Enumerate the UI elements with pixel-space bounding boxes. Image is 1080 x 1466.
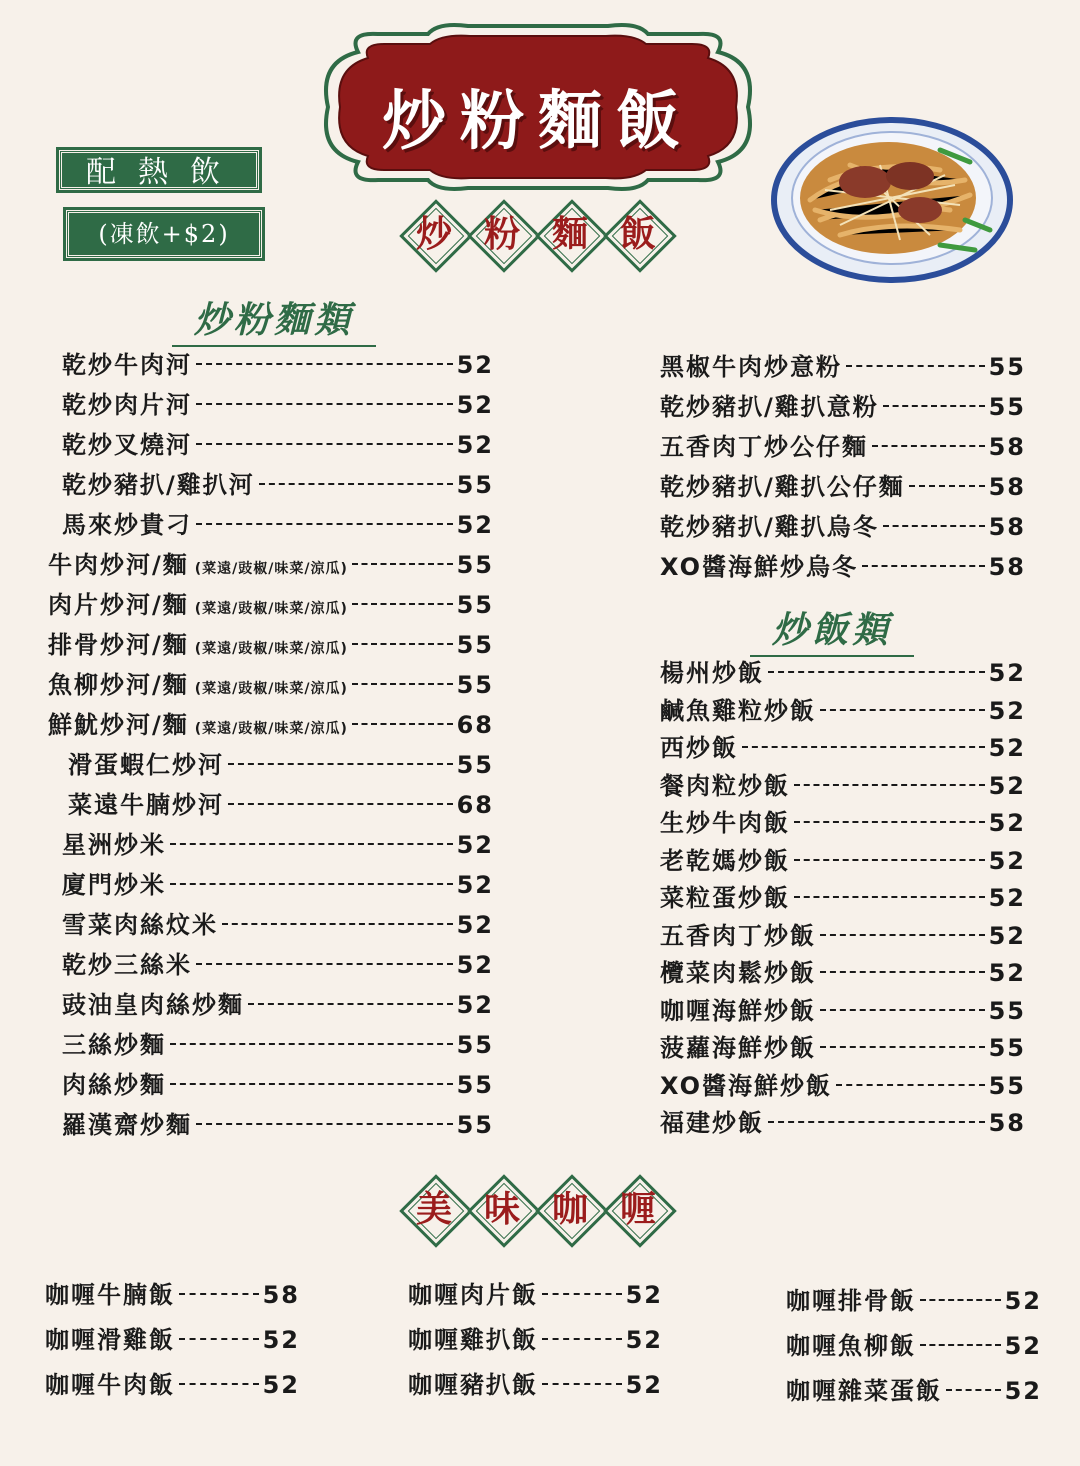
menu-item-price: 52 [456, 911, 494, 939]
menu-item [48, 670, 494, 704]
leader-dashes [352, 563, 453, 565]
menu-item [660, 1108, 1026, 1138]
menu-item-price: 55 [456, 471, 494, 499]
menu-item-price: 52 [625, 1326, 663, 1354]
menu-item-price: 52 [456, 391, 494, 419]
leader-dashes [170, 1083, 453, 1085]
menu-item-price: 52 [988, 696, 1026, 725]
menu-item-price: 52 [988, 734, 1026, 762]
menu-item-price: 55 [456, 751, 494, 779]
menu-item-name: 魚柳炒河/麵 [48, 671, 189, 699]
menu-item-name: XO醬海鮮炒烏冬 [660, 553, 859, 581]
leader-dashes [742, 746, 985, 748]
menu-item [62, 990, 494, 1020]
menu-item-name: 黑椒牛肉炒意粉 [660, 353, 842, 381]
menu-item-name: 菠蘿海鮮炒飯 [660, 1034, 816, 1062]
menu-item-price: 55 [988, 996, 1026, 1025]
menu-item-price: 55 [988, 1071, 1026, 1100]
leader-dashes [542, 1293, 622, 1295]
menu-item-price: 52 [988, 884, 1026, 912]
menu-item [62, 510, 494, 540]
sub-header-char: 麵 [551, 213, 588, 255]
menu-item-price: 55 [456, 1071, 494, 1099]
menu-item-price: 68 [456, 791, 494, 819]
menu-item [660, 512, 1026, 542]
menu-item-price: 52 [1004, 1377, 1042, 1405]
menu-item-price: 55 [456, 551, 494, 579]
leader-dashes [196, 523, 453, 525]
leader-dashes [883, 405, 985, 407]
menu-item [68, 750, 494, 780]
menu-item-name: 咖喱排骨飯 [786, 1287, 916, 1315]
menu-item-price: 52 [988, 659, 1026, 687]
leader-dashes [228, 763, 453, 765]
menu-item [660, 958, 1026, 988]
leader-dashes [179, 1293, 259, 1295]
banner-title: 炒粉麵飯 [382, 84, 694, 159]
menu-item [660, 846, 1026, 876]
menu-item-options: (菜遠/豉椒/味菜/涼瓜) [194, 641, 348, 657]
menu-item [62, 910, 494, 940]
menu-item [62, 430, 494, 460]
menu-item-price: 58 [988, 473, 1026, 501]
menu-item-name: 牛肉炒河/麵 [48, 551, 189, 579]
menu-item-price: 52 [262, 1371, 300, 1399]
menu-item-options: (菜遠/豉椒/味菜/涼瓜) [194, 601, 348, 617]
menu-item-name: 福建炒飯 [660, 1109, 764, 1137]
leader-dashes [909, 485, 985, 487]
menu-item [45, 1280, 300, 1310]
menu-item-price: 58 [988, 1109, 1026, 1137]
menu-item-name: 滑蛋蝦仁炒河 [68, 751, 224, 779]
curry-header-diamond [400, 1175, 468, 1243]
menu-item [660, 696, 1026, 726]
fried-noodle-plate-image [770, 110, 1015, 285]
sub-header-diamond [604, 200, 672, 268]
sub-header-char: 飯 [619, 213, 656, 255]
menu-item-name: 五香肉丁炒飯 [660, 921, 816, 950]
menu-item-price: 52 [262, 1326, 300, 1354]
menu-item-name: 餐肉粒炒飯 [660, 771, 790, 800]
menu-item-name: 乾炒三絲米 [62, 951, 192, 979]
menu-item-price: 58 [988, 433, 1026, 461]
menu-item-price: 58 [988, 513, 1026, 541]
sub-header-char: 炒 [415, 213, 452, 255]
menu-item-name: 肉片炒河/麵 [48, 591, 189, 619]
menu-item [660, 352, 1026, 382]
menu-item-price: 55 [988, 353, 1026, 381]
rice-section-title: 炒飯類 [750, 602, 914, 657]
menu-item-name: 咖喱肉片飯 [408, 1281, 538, 1309]
leader-dashes [794, 784, 985, 786]
leader-dashes [352, 603, 453, 605]
menu-item-options: (菜遠/豉椒/味菜/涼瓜) [194, 721, 348, 737]
menu-item [660, 552, 1026, 582]
menu-item-name: 西炒飯 [660, 734, 738, 762]
leader-dashes [542, 1383, 622, 1385]
leader-dashes [946, 1389, 1001, 1391]
menu-item-name: 肉絲炒麵 [62, 1071, 166, 1099]
menu-item [660, 771, 1026, 801]
menu-item-name: 咖喱牛肉飯 [45, 1371, 175, 1399]
menu-item [408, 1370, 663, 1400]
menu-banner [318, 22, 758, 192]
menu-item-name: 咖喱雜菜蛋飯 [786, 1377, 942, 1405]
menu-item [62, 1070, 494, 1100]
leader-dashes [820, 934, 985, 936]
menu-item-name: 乾炒豬扒/雞扒烏冬 [660, 513, 879, 541]
sub-header-diamond [536, 200, 604, 268]
curry-header [400, 1175, 672, 1243]
menu-item [62, 470, 494, 500]
menu-item [660, 472, 1026, 502]
menu-item-name: 乾炒肉片河 [62, 391, 192, 419]
menu-item-name: 鮮魷炒河/麵 [48, 711, 189, 739]
menu-item [660, 658, 1026, 688]
menu-item [45, 1370, 300, 1400]
leader-dashes [794, 896, 985, 898]
leader-dashes [768, 671, 985, 673]
curry-header-char: 咖 [551, 1188, 588, 1230]
menu-item-price: 52 [988, 846, 1026, 875]
menu-item-price: 58 [262, 1281, 300, 1309]
menu-item [660, 883, 1026, 913]
menu-item-price: 52 [988, 921, 1026, 950]
curry-header-diamond [468, 1175, 536, 1243]
leader-dashes [862, 565, 985, 567]
menu-item-price: 52 [625, 1281, 663, 1309]
menu-item-price: 52 [456, 951, 494, 979]
menu-item-price: 52 [456, 831, 494, 859]
menu-item [45, 1325, 300, 1355]
menu-item-price: 52 [988, 959, 1026, 987]
menu-item-price: 52 [456, 511, 494, 539]
curry-header-char: 美 [415, 1188, 452, 1230]
leader-dashes [196, 963, 453, 965]
menu-item-name: 欖菜肉鬆炒飯 [660, 959, 816, 987]
noodles-section-title: 炒粉麵類 [172, 292, 376, 347]
menu-item-name: 排骨炒河/麵 [48, 631, 189, 659]
leader-dashes [196, 443, 453, 445]
menu-item-name: 羅漢齋炒麵 [62, 1111, 192, 1139]
menu-item-price: 68 [456, 711, 494, 739]
cold-drink-surcharge: (凍飲+$2) [66, 210, 262, 258]
menu-item-name: 星洲炒米 [62, 831, 166, 859]
leader-dashes [248, 1003, 453, 1005]
leader-dashes [820, 709, 985, 711]
leader-dashes [542, 1338, 622, 1340]
menu-item [660, 996, 1026, 1026]
menu-item-price: 52 [456, 351, 494, 379]
menu-item-name: 三絲炒麵 [62, 1031, 166, 1059]
menu-item-price: 52 [625, 1371, 663, 1399]
leader-dashes [794, 821, 985, 823]
menu-item-name: 馬來炒貴刁 [62, 511, 192, 539]
leader-dashes [259, 483, 453, 485]
menu-item [62, 350, 494, 380]
leader-dashes [820, 1046, 985, 1048]
menu-item [660, 432, 1026, 462]
sub-header-char: 粉 [483, 213, 520, 255]
menu-item-price: 52 [1004, 1287, 1042, 1315]
leader-dashes [228, 803, 453, 805]
leader-dashes [352, 643, 453, 645]
menu-item [660, 392, 1026, 422]
leader-dashes [846, 365, 985, 367]
menu-item-name: 菜粒蛋炒飯 [660, 884, 790, 912]
menu-item-name: 乾炒豬扒/雞扒公仔麵 [660, 473, 905, 501]
menu-item-name: 咖喱滑雞飯 [45, 1326, 175, 1354]
menu-item-name: 廈門炒米 [62, 871, 166, 899]
menu-item-name: 生炒牛肉飯 [660, 809, 790, 837]
menu-item [660, 808, 1026, 838]
menu-item-price: 55 [456, 1111, 494, 1139]
menu-item-price: 55 [988, 1034, 1026, 1062]
menu-item-name: 咖喱豬扒飯 [408, 1371, 538, 1399]
leader-dashes [179, 1338, 259, 1340]
leader-dashes [820, 971, 985, 973]
menu-item-price: 52 [456, 871, 494, 899]
menu-item [660, 733, 1026, 763]
menu-item-name: 乾炒叉燒河 [62, 431, 192, 459]
leader-dashes [170, 843, 453, 845]
menu-item-price: 55 [456, 591, 494, 619]
leader-dashes [768, 1121, 985, 1123]
menu-item-name: 咖喱海鮮炒飯 [660, 996, 816, 1025]
menu-item-price: 52 [456, 431, 494, 459]
menu-item [62, 1110, 494, 1140]
leader-dashes [196, 1123, 453, 1125]
hot-drink-label: 配熱飲 [59, 150, 259, 190]
menu-item-name: 鹹魚雞粒炒飯 [660, 696, 816, 725]
menu-item [62, 390, 494, 420]
sub-header-diamond [468, 200, 536, 268]
leader-dashes [883, 525, 985, 527]
menu-item-name: 豉油皇肉絲炒麵 [62, 991, 244, 1019]
menu-item [48, 590, 494, 624]
curry-header-diamond [604, 1175, 672, 1243]
menu-item-price: 55 [988, 393, 1026, 421]
menu-item [48, 550, 494, 584]
menu-item-name: 乾炒牛肉河 [62, 351, 192, 379]
menu-item-price: 55 [456, 631, 494, 659]
menu-item [48, 630, 494, 664]
sub-header [400, 200, 672, 268]
menu-item [786, 1331, 1042, 1361]
menu-item-price: 55 [456, 671, 494, 699]
sub-header-diamond [400, 200, 468, 268]
menu-item-name: 五香肉丁炒公仔麵 [660, 433, 868, 461]
menu-item-name: 乾炒豬扒/雞扒河 [62, 471, 255, 499]
leader-dashes [352, 723, 453, 725]
leader-dashes [170, 1043, 453, 1045]
menu-item [62, 1030, 494, 1060]
menu-item [48, 710, 494, 744]
menu-item-price: 52 [456, 991, 494, 1019]
menu-item-price: 52 [988, 771, 1026, 800]
menu-item [408, 1325, 663, 1355]
menu-item-name: 雪菜肉絲炆米 [62, 911, 218, 939]
menu-item-name: 咖喱魚柳飯 [786, 1332, 916, 1360]
menu-item-price: 52 [1004, 1332, 1042, 1360]
leader-dashes [196, 363, 453, 365]
leader-dashes [179, 1383, 259, 1385]
menu-item-name: 菜遠牛腩炒河 [68, 791, 224, 819]
leader-dashes [794, 859, 985, 861]
menu-item-name: 咖喱牛腩飯 [45, 1281, 175, 1309]
menu-item [62, 870, 494, 900]
leader-dashes [222, 923, 453, 925]
menu-item [62, 950, 494, 980]
menu-item [786, 1286, 1042, 1316]
menu-item [62, 830, 494, 860]
leader-dashes [872, 445, 985, 447]
menu-item [68, 790, 494, 820]
leader-dashes [352, 683, 453, 685]
leader-dashes [920, 1299, 1001, 1301]
menu-item-name: 楊州炒飯 [660, 659, 764, 687]
menu-item-name: 乾炒豬扒/雞扒意粉 [660, 393, 879, 421]
menu-item [408, 1280, 663, 1310]
leader-dashes [836, 1084, 985, 1086]
menu-item [660, 1033, 1026, 1063]
leader-dashes [920, 1344, 1001, 1346]
menu-item-price: 52 [988, 809, 1026, 837]
curry-header-char: 味 [483, 1188, 520, 1230]
leader-dashes [820, 1009, 985, 1011]
menu-item [660, 1071, 1026, 1101]
curry-header-diamond [536, 1175, 604, 1243]
menu-item-name: 老乾媽炒飯 [660, 846, 790, 875]
menu-item [660, 921, 1026, 951]
menu-item-name: 咖喱雞扒飯 [408, 1326, 538, 1354]
leader-dashes [170, 883, 453, 885]
menu-item-price: 58 [988, 553, 1026, 581]
menu-item-price: 55 [456, 1031, 494, 1059]
curry-header-char: 喱 [619, 1188, 656, 1230]
menu-item-options: (菜遠/豉椒/味菜/涼瓜) [194, 681, 348, 697]
leader-dashes [196, 403, 453, 405]
menu-item-name: XO醬海鮮炒飯 [660, 1071, 833, 1100]
menu-item-options: (菜遠/豉椒/味菜/涼瓜) [194, 561, 348, 577]
menu-item [786, 1376, 1042, 1406]
